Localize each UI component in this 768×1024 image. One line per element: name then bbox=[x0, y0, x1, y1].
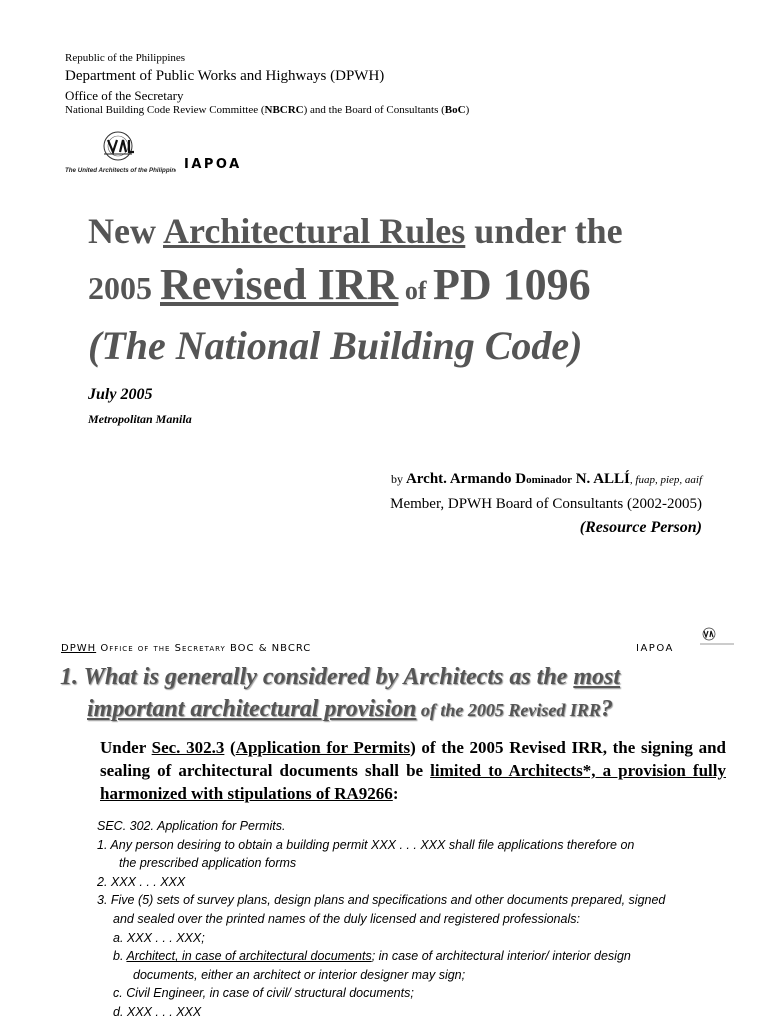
code-item-a: a. XXX . . . XXX; bbox=[113, 930, 205, 945]
code-item-c: c. Civil Engineer, in case of civil/ structural documents; bbox=[113, 986, 414, 1001]
code-item-b-cont: documents, either an architect or interior designer may sign; bbox=[133, 967, 466, 982]
author-line: by Archt. Armando Dominador N. ALLÍ, fuap, piep, aaif bbox=[390, 471, 702, 487]
code-title: SEC. 302. Application for Permits. bbox=[97, 819, 286, 833]
code-item-d: d. XXX . . . XXX bbox=[113, 1004, 202, 1019]
question-heading: 1. What is generally considered by Architects as the most important architectural provision of the 2005 Revised IRR? bbox=[60, 664, 621, 722]
slide2-header: DPWH Office of the Secretary BOC & NBCRC bbox=[61, 643, 312, 654]
small-uap-logo bbox=[698, 626, 736, 648]
body-paragraph: Under Sec. 302.3 (Application for Permits) of the 2005 Revised IRR, the signing and sealing of architectural documents shall be limited to Architects*, a provision fully harmonized with stipulations of RA9266: bbox=[100, 738, 726, 803]
place: Metropolitan Manila bbox=[88, 412, 192, 426]
member-line: Member, DPWH Board of Consultants (2002-2005) bbox=[390, 496, 702, 512]
slide2-iapoa: IAPOA bbox=[636, 643, 674, 654]
code-item-2: 2. XXX . . . XXX bbox=[97, 874, 186, 889]
logo-caption: The United Architects of the Philippines bbox=[65, 167, 176, 174]
code-excerpt bbox=[97, 817, 737, 1022]
code-item-3-cont: and sealed over the printed names of the duly licensed and registered professionals: bbox=[113, 911, 580, 926]
title-line-2: 2005 Revised IRR of PD 1096 bbox=[88, 260, 591, 309]
title-line-1: New Architectural Rules under the bbox=[88, 211, 623, 251]
uap-logo bbox=[64, 130, 176, 176]
republic-line: Republic of the Philippines bbox=[65, 52, 186, 64]
code-item-1-cont: the prescribed application forms bbox=[119, 856, 297, 871]
date: July 2005 bbox=[88, 386, 153, 403]
committee-line: National Building Code Review Committee (NBCRC) and the Board of Consultants (BoC) bbox=[65, 104, 470, 116]
iapoa-label: IAPOA bbox=[184, 157, 242, 172]
code-item-3: 3. Five (5) sets of survey plans, design plans and specifications and other documents prepared, signed bbox=[97, 893, 666, 908]
resource-person: (Resource Person) bbox=[579, 519, 702, 536]
code-item-b: b. Architect, in case of architectural documents; in case of architectural interior/ interior design bbox=[113, 949, 631, 964]
title-line-3: (The National Building Code) bbox=[88, 323, 583, 368]
office-line: Office of the Secretary bbox=[65, 88, 184, 103]
code-item-1: 1. Any person desiring to obtain a building permit XXX . . . XXX shall file applications therefore on bbox=[97, 837, 635, 852]
department-line: Department of Public Works and Highways (DPWH) bbox=[65, 68, 385, 84]
